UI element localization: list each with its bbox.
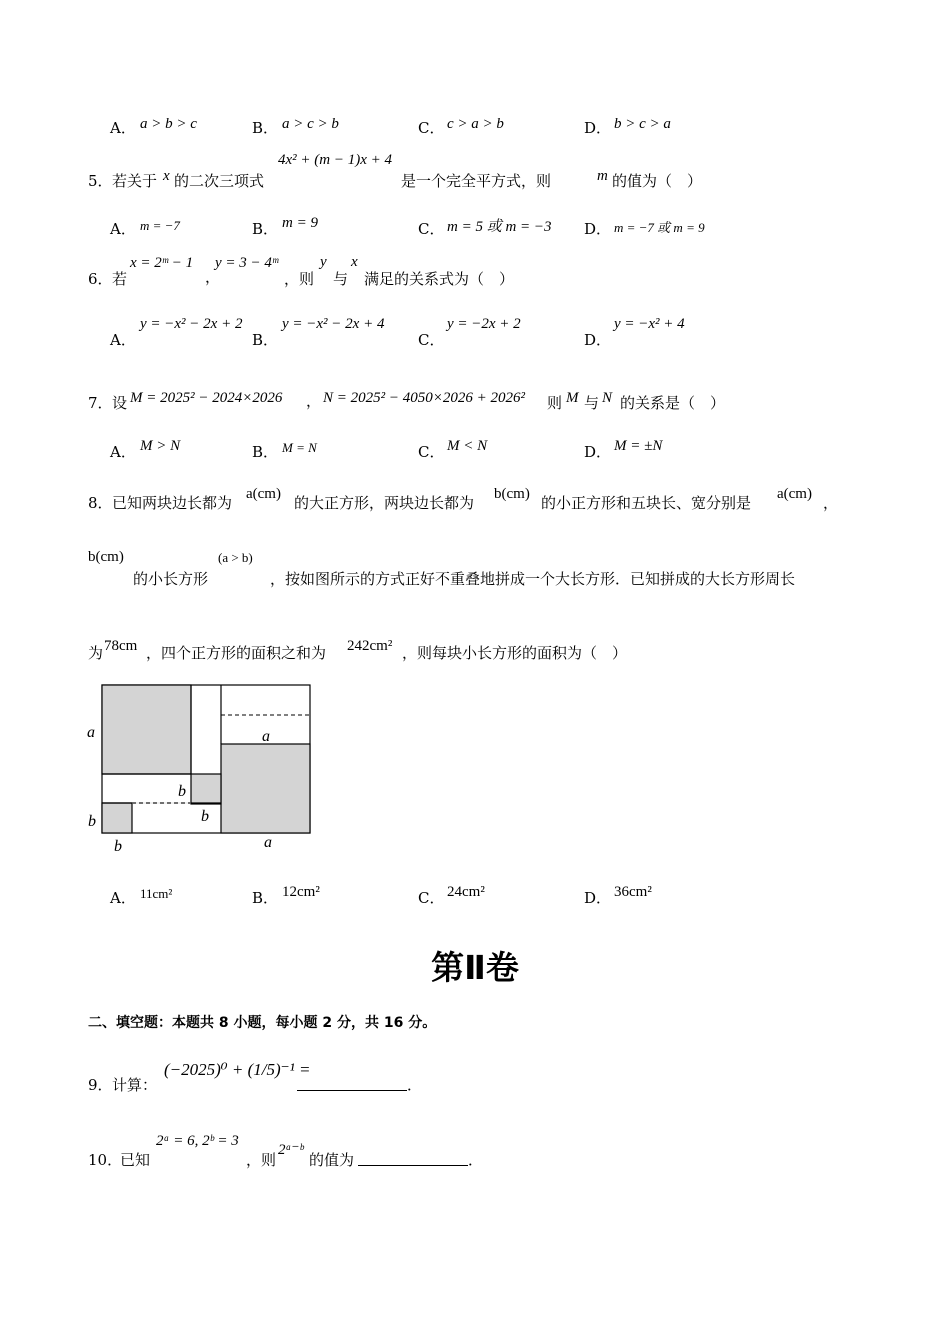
q5-option-c-expr: m = 5 或 m = −3 (447, 219, 552, 235)
q8-option-a-label: A． (110, 889, 136, 907)
big-square-top-left (102, 685, 191, 774)
q6-text-with: 与 (333, 270, 349, 288)
q6-text-pre: 若 (112, 270, 128, 288)
q6-sep: ， (205, 268, 221, 286)
label-b-left: b (88, 813, 96, 830)
small-square-middle (191, 774, 221, 804)
q8-option-a-expr: 11cm² (140, 886, 173, 901)
q4-option-a-label: A． (110, 119, 136, 137)
q8-line1-c: 的小正方形和五块长、宽分别是 (541, 494, 752, 512)
q10-end: ． (468, 1151, 484, 1169)
q8-line1-d: ， (823, 494, 839, 512)
label-b-middle: b (178, 783, 186, 800)
q7-option-b-expr: M = N (282, 440, 317, 455)
q6-text-mid: ，则 (284, 270, 315, 288)
q6-option-d-label: D． (584, 331, 612, 349)
q6-option-a-expr: y = −x² − 2x + 2 (140, 316, 243, 332)
q7-text-pre: 设 (112, 394, 128, 412)
q7-text-with: 与 (584, 394, 600, 412)
q8-acm: a(cm) (246, 486, 281, 502)
q7-option-d-expr: M = ±N (614, 438, 663, 454)
label-a-bottom: a (264, 834, 272, 851)
q4-option-c-expr: c > a > b (447, 116, 504, 132)
q5-text-pre: 若关于 (112, 172, 158, 190)
q5-number: 5． (88, 172, 113, 190)
q7-expr-m: M = 2025² − 2024×2026 (130, 390, 283, 406)
q6-expr-y: y = 3 − 4ᵐ (215, 255, 279, 271)
q8-line3-b: ，四个正方形的面积之和为 (146, 644, 327, 662)
q7-text-end: 的关系是（ ） (620, 394, 726, 412)
q5-option-c-label: C． (418, 220, 445, 238)
q4-option-d-expr: b > c > a (614, 116, 671, 132)
section2-title: 二、填空题：本题共 8 小题，每小题 2 分，共 16 分。 (88, 1015, 437, 1031)
q9-answer-blank[interactable] (297, 1074, 407, 1091)
q10-answer-blank[interactable] (358, 1149, 468, 1166)
q6-var-y: y (320, 254, 327, 270)
q5-option-b-label: B． (252, 220, 279, 238)
q4-option-d-label: D． (584, 119, 612, 137)
q7-option-b-label: B． (252, 443, 279, 461)
q8-option-b-expr: 12cm² (282, 884, 320, 900)
q8-number: 8． (88, 494, 113, 512)
q7-expr-n: N = 2025² − 4050×2026 + 2026² (323, 390, 525, 406)
q8-line1-b: 的大正方形，两块边长都为 (294, 494, 475, 512)
label-a-top-right: a (262, 728, 270, 745)
q4-option-b-expr: a > c > b (282, 116, 339, 132)
q8-condition: (a > b) (218, 550, 253, 565)
q8-line1-a: 已知两块边长都为 (112, 494, 233, 512)
q6-expr-x: x = 2ᵐ − 1 (130, 255, 194, 271)
q8-option-c-expr: 24cm² (447, 884, 485, 900)
q9-text-pre: 计算： (112, 1076, 158, 1094)
q6-number: 6． (88, 270, 113, 288)
q9-end: ． (407, 1076, 423, 1094)
q10-text-post: 的值为 (309, 1151, 355, 1169)
q10-text-mid: ，则 (246, 1151, 277, 1169)
q8-area: 242cm² (347, 638, 393, 654)
q7-text-post: 则 (547, 394, 563, 412)
q6-option-d-expr: y = −x² + 4 (614, 316, 685, 332)
q7-sep: ， (306, 392, 322, 410)
q4-option-a-expr: a > b > c (140, 116, 197, 132)
q6-text-end: 满足的关系式为（ ） (364, 270, 515, 288)
big-square-bottom-right (221, 744, 310, 833)
q8-line2-b: ，按如图所示的方式正好不重叠地拼成一个大长方形．已知拼成的大长方形周长 (270, 570, 796, 588)
q8-figure (80, 680, 330, 860)
q6-option-c-label: C． (418, 331, 445, 349)
q4-option-c-label: C． (418, 119, 445, 137)
q5-text-mid: 的二次三项式 (174, 172, 265, 190)
q8-line3-a: 为 (88, 644, 104, 662)
q5-option-a-expr: m = −7 (140, 218, 180, 233)
q9-expression: (−2025)⁰ + (1/5)⁻¹ = (164, 1060, 311, 1079)
q7-option-c-label: C． (418, 443, 445, 461)
q10-text-pre: 已知 (120, 1151, 151, 1169)
q10-expression-2: 2ᵃ⁻ᵇ (278, 1142, 304, 1158)
label-b-middle-2: b (201, 808, 209, 825)
q6-option-b-expr: y = −x² − 2x + 4 (282, 316, 385, 332)
q10-number: 10． (88, 1151, 123, 1169)
q7-var-n: N (602, 390, 613, 406)
q8-line3-c: ，则每块小长方形的面积为（ ） (402, 644, 628, 662)
q8-option-d-label: D． (584, 889, 612, 907)
q6-option-b-label: B． (252, 331, 279, 349)
q8-option-c-label: C． (418, 889, 445, 907)
q5-option-b-expr: m = 9 (282, 215, 318, 231)
q6-option-a-label: A． (110, 331, 136, 349)
small-square-bottom-left (102, 803, 132, 833)
q5-var-m: m (597, 168, 608, 184)
q9-number: 9． (88, 1076, 113, 1094)
q8-acm2: a(cm) (777, 486, 812, 502)
q7-option-a-label: A． (110, 443, 136, 461)
q7-number: 7． (88, 394, 113, 412)
q8-bcm2: b(cm) (88, 549, 124, 565)
q5-expression: 4x² + (m − 1)x + 4 (278, 152, 393, 168)
label-b-bottom: b (114, 838, 122, 855)
q5-text-post: 是一个完全平方式，则 (401, 172, 552, 190)
q5-option-a-label: A． (110, 220, 136, 238)
q8-bcm: b(cm) (494, 486, 530, 502)
q10-expression: 2ᵃ = 6, 2ᵇ = 3 (156, 1133, 239, 1149)
q8-option-d-expr: 36cm² (614, 884, 652, 900)
q6-var-x: x (351, 254, 358, 270)
q7-var-m: M (566, 390, 579, 406)
part2-title: 第Ⅱ卷 (431, 948, 519, 987)
q5-option-d-expr: m = −7 或 m = 9 (614, 220, 705, 235)
q5-text-end: 的值为（ ） (612, 172, 703, 190)
q8-option-b-label: B． (252, 889, 279, 907)
q4-option-b-label: B． (252, 119, 279, 137)
q8-line2-a: 的小长方形 (133, 570, 209, 588)
q7-option-d-label: D． (584, 443, 612, 461)
q6-option-c-expr: y = −2x + 2 (447, 316, 521, 332)
q5-var-x: x (163, 168, 170, 184)
q7-option-a-expr: M > N (140, 438, 181, 454)
label-a-left: a (87, 724, 95, 741)
q8-perimeter: 78cm (104, 638, 138, 654)
q5-option-d-label: D． (584, 220, 612, 238)
q7-option-c-expr: M < N (447, 438, 488, 454)
